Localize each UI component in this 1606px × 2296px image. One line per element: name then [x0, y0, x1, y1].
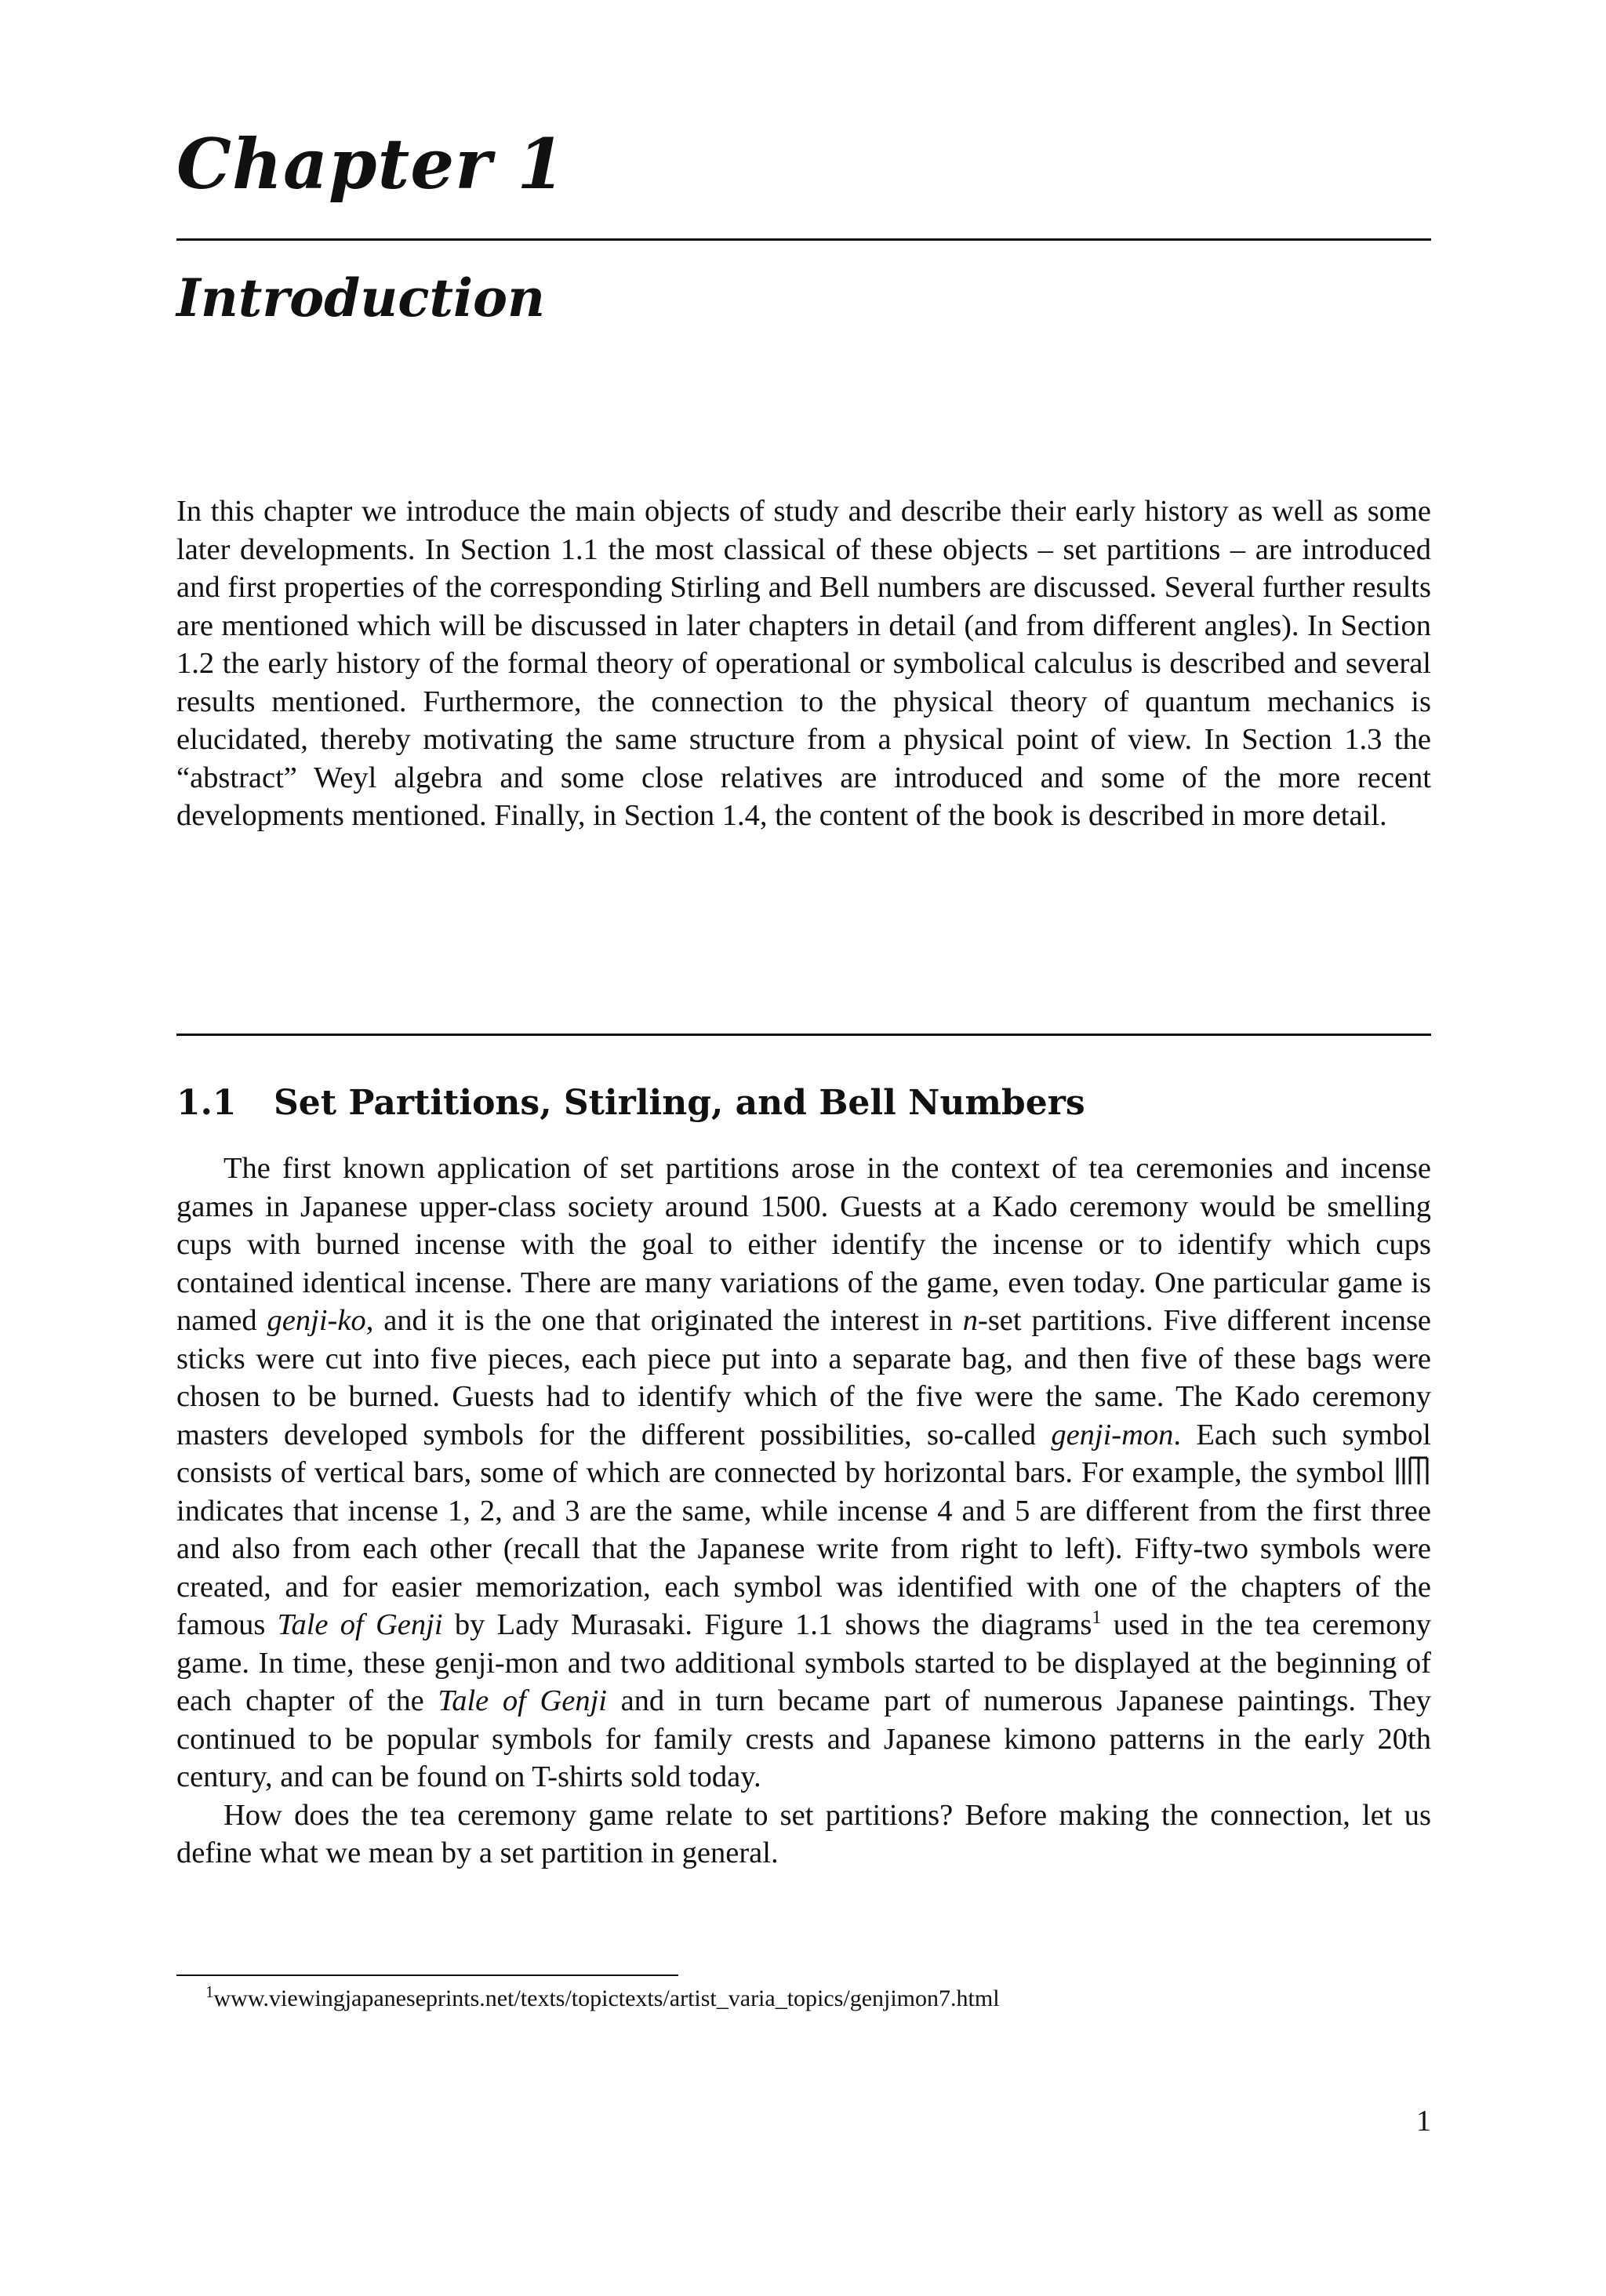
section-number: 1.1: [176, 1083, 237, 1123]
text-run: indicates that incense 1, 2, and 3 are the same, while incense 4 and 5 are different from the first three and also from each other (recall that the Japanese write from right to left). Fifty-two symbols were created, and for easier memorization, each symbol was identified with one of the chapters of the famous: [176, 1494, 1431, 1641]
text-run: used in the tea ceremony game. In time, these genji-mon and two additional symbols started to be displayed at the beginning of each chapter of the: [176, 1608, 1431, 1717]
text-run: -set partitions. Five different incense sticks were cut into five pieces, each piece put into a separate bag, and then five of these bags were chosen to be burned. Guests had to identify which of the five were the same. The Kado ceremony masters developed symbols for the different possibilities, so-called: [176, 1304, 1432, 1451]
title-tale-of-genji: Tale of Genji: [277, 1608, 443, 1641]
section-body: [176, 1150, 1431, 1873]
body-paragraph: [176, 1150, 1431, 1796]
chapter-rule: [176, 238, 1431, 241]
footnote-url[interactable]: www.viewingjapaneseprints.net/texts/topictexts/artist_varia_topics/genjimon7.html: [213, 1985, 1000, 2011]
chapter-title: Introduction: [176, 267, 546, 329]
footnote-rule: [176, 1974, 678, 1976]
title-tale-of-genji: Tale of Genji: [438, 1684, 607, 1717]
footnote: [205, 1983, 1000, 2014]
text-run: , and it is the one that originated the interest in: [365, 1304, 963, 1337]
genji-mon-symbol-icon: [1395, 1455, 1430, 1485]
footnote-reference[interactable]: 1: [1092, 1608, 1102, 1628]
section-title: Set Partitions, Stirling, and Bell Numbers: [274, 1083, 1085, 1123]
term-genji-mon: genji-mon: [1051, 1418, 1174, 1451]
chapter-abstract: In this chapter we introduce the main objects of study and describe their early history as well as some later developments. In Section 1.1 the most classical of these objects – set partitions – are introduced and first properties of the corresponding Stirling and Bell numbers are discussed. Several further results are mentioned which will be discussed in later chapters in detail (and from different angles). In Section 1.2 the early history of the formal theory of operational or symbolical calculus is described and several results mentioned. Furthermore, the connection to the physical theory of quantum mechanics is elucidated, thereby motivating the same structure from a physical point of view. In Section 1.3 the “abstract” Weyl algebra and some close relatives are introduced and some of the more recent developments mentioned. Finally, in Section 1.4, the content of the book is described in more detail.: [176, 495, 1431, 832]
text-run: by Lady Murasaki. Figure 1.1 shows the diagrams: [442, 1608, 1092, 1641]
page-number: 1: [1416, 2105, 1431, 2138]
math-n: n: [962, 1304, 978, 1337]
body-paragraph: How does the tea ceremony game relate to set partitions? Before making the connection, let us define what we mean by a set partition in general.: [176, 1798, 1431, 1869]
section-heading: [176, 1083, 1085, 1123]
term-genji-ko: genji-ko: [267, 1304, 366, 1337]
text-run: The first known application of set partitions arose in the context of tea ceremonies and incense games in Japanese upper-class society around 1500. Guests at a Kado ceremony would be smelling cups with burned incense with the goal to either identify the incense or to identify which cups contained identical incense. There are many variations of the game, even today. One particular game is named: [176, 1152, 1431, 1337]
footnote-mark: 1: [205, 1982, 214, 2001]
abstract-divider: [176, 1034, 1431, 1036]
text-run: . Each such symbol consists of vertical bars, some of which are connected by horizontal bars. For example, the symbol: [176, 1418, 1431, 1489]
text-run: and in turn became part of numerous Japanese paintings. They continued to be popular symbols for family crests and Japanese kimono patterns in the early 20th century, and can be found on T-shirts sold today.: [176, 1684, 1431, 1793]
chapter-label: Chapter 1: [176, 123, 566, 205]
